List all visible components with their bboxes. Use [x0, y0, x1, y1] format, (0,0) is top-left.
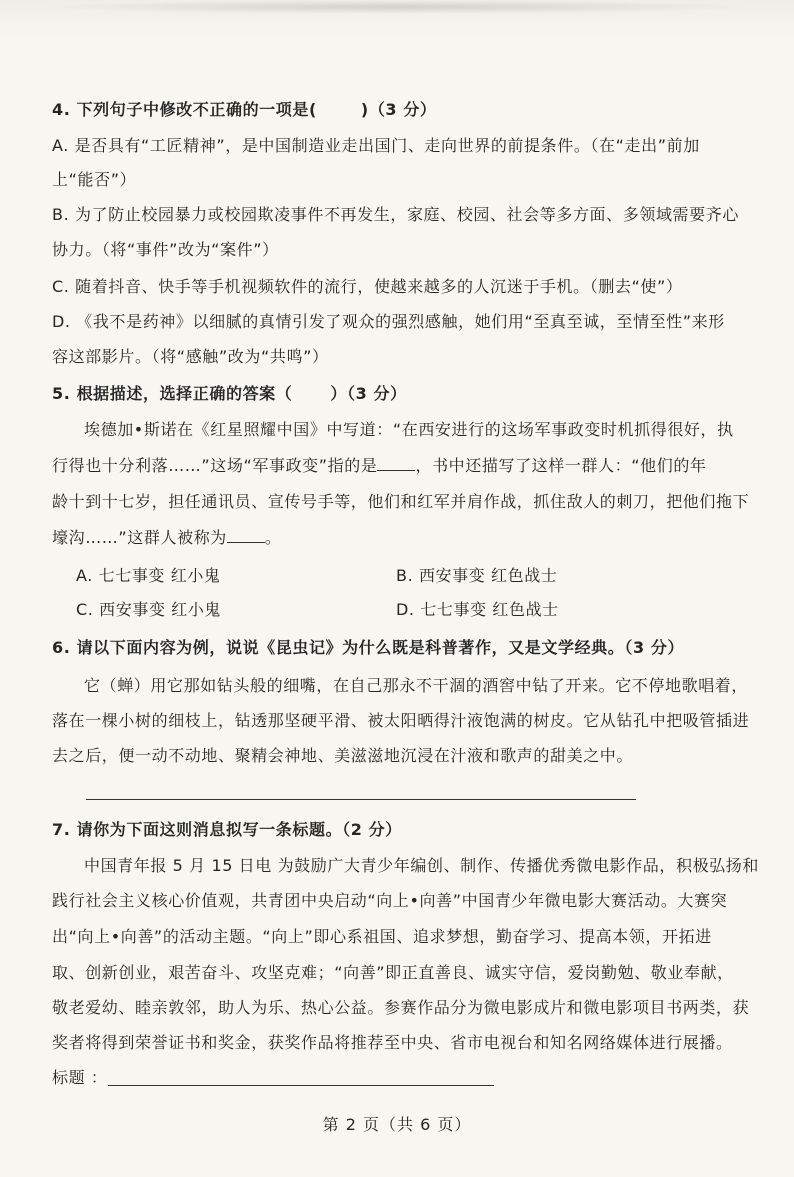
question-5-title-text: 5. 根据描述，选择正确的答案（ — [52, 384, 293, 403]
fill-blank — [227, 528, 265, 543]
q5-passage-line1: 埃德加•斯诺在《红星照耀中国》中写道：“在西安进行的这场军事政变时机抓得很好，执 — [84, 420, 734, 439]
q4-option-a-line1: A. 是否具有“工匠精神”，是中国制造业走出国门、走向世界的前提条件。（在“走出”前加 — [52, 136, 700, 155]
question-6-title: 6. 请以下面内容为例，说说《昆虫记》为什么既是科普著作，又是文学经典。（3 分） — [52, 638, 685, 657]
q4-option-d-line1: D. 《我不是药神》以细腻的真情引发了观众的强烈感触，她们用“至真至诚，至情至性”来形 — [52, 312, 725, 331]
q7-passage-line4: 取、创新创业，艰苦奋斗、攻坚克难；“向善”即正直善良、诚实守信，爱岗勤勉、敬业奉献， — [52, 963, 734, 982]
q7-passage-line5: 敬老爱幼、睦亲敦邻，助人为乐、热心公益。参赛作品分为微电影成片和微电影项目书两类，获 — [52, 998, 750, 1017]
scan-shadow — [40, 0, 754, 14]
q7-passage-line6: 奖者将得到荣誉证书和奖金，获奖作品将推荐至中央、省市电视台和知名网络媒体进行展播。 — [52, 1033, 733, 1052]
q5-passage-line2-tail: ，书中还描写了这样一群人：“他们的年 — [415, 456, 707, 475]
question-5-score: ）（3 分） — [330, 384, 407, 403]
q5-passage-line3: 龄十到十七岁，担任通讯员、宣传号手等，他们和红军并肩作战，抓住敌人的刺刀，把他们拖下 — [52, 492, 750, 511]
q7-passage-line1: 中国青年报 5 月 15 日电 为鼓励广大青少年编创、制作、传播优秀微电影作品，积极弘扬和 — [84, 856, 759, 875]
q5-passage-line2-text: 行得也十分利落……”这场“军事政变”指的是 — [52, 456, 378, 475]
q4-option-b-line1: B. 为了防止校园暴力或校园欺凌事件不再发生，家庭、校园、社会等多方面、多领域需要齐心 — [52, 205, 739, 224]
q7-title-answer-line — [108, 1085, 494, 1086]
q5-passage-line4-tail: 。 — [264, 528, 282, 547]
q7-title-label: 标题 ： — [52, 1068, 108, 1087]
question-5-title — [52, 384, 407, 404]
q6-passage-line1: 它（蝉）用它那如钻头般的细嘴，在自己那永不干涸的酒窖中钻了开来。它不停地歌唱着， — [84, 676, 749, 695]
q5-option-b: B. 西安事变 红色战士 — [396, 566, 558, 585]
fill-blank — [377, 456, 415, 471]
q5-passage-line4-text: 壕沟……”这群人被称为 — [52, 528, 227, 547]
q6-passage-line3: 去之后，便一动不动地、聚精会神地、美滋滋地沉浸在汁液和歌声的甜美之中。 — [52, 746, 634, 765]
q5-option-c: C. 西安事变 红小鬼 — [76, 600, 222, 619]
q4-option-c-line1: C. 随着抖音、快手等手机视频软件的流行，使越来越多的人沉迷于手机。（删去“使”） — [52, 277, 683, 296]
question-4-title — [52, 100, 437, 120]
q4-option-b-line2: 协力。（将“事件”改为“案件”） — [52, 240, 279, 259]
q5-passage-line4 — [52, 528, 282, 548]
question-4-title-text: 4. 下列句子中修改不正确的一项是( — [52, 100, 317, 119]
q5-option-d: D. 七七事变 红色战士 — [396, 600, 559, 619]
q4-option-d-line2: 容这部影片。（将“感触”改为“共鸣”） — [52, 347, 329, 366]
question-7-title: 7. 请你为下面这则消息拟写一条标题。（2 分） — [52, 820, 402, 839]
q7-passage-line2: 践行社会主义核心价值观，共青团中央启动“向上•向善”中国青少年微电影大赛活动。大赛突 — [52, 891, 728, 910]
question-4-score: )（3 分） — [360, 100, 437, 119]
page-number: 第 2 页（共 6 页） — [322, 1115, 472, 1134]
q4-option-a-line2: 上“能否”） — [52, 170, 137, 189]
q6-answer-line — [86, 799, 636, 800]
q7-passage-line3: 出“向上•向善”的活动主题。“向上”即心系祖国、追求梦想，勤奋学习、提高本领，开拓进 — [52, 927, 712, 946]
q5-passage-line2 — [52, 456, 707, 476]
q5-option-a: A. 七七事变 红小鬼 — [76, 566, 221, 585]
q6-passage-line2: 落在一棵小树的细枝上，钻透那坚硬平滑、被太阳晒得汁液饱满的树皮。它从钻孔中把吸管插进 — [52, 711, 750, 730]
